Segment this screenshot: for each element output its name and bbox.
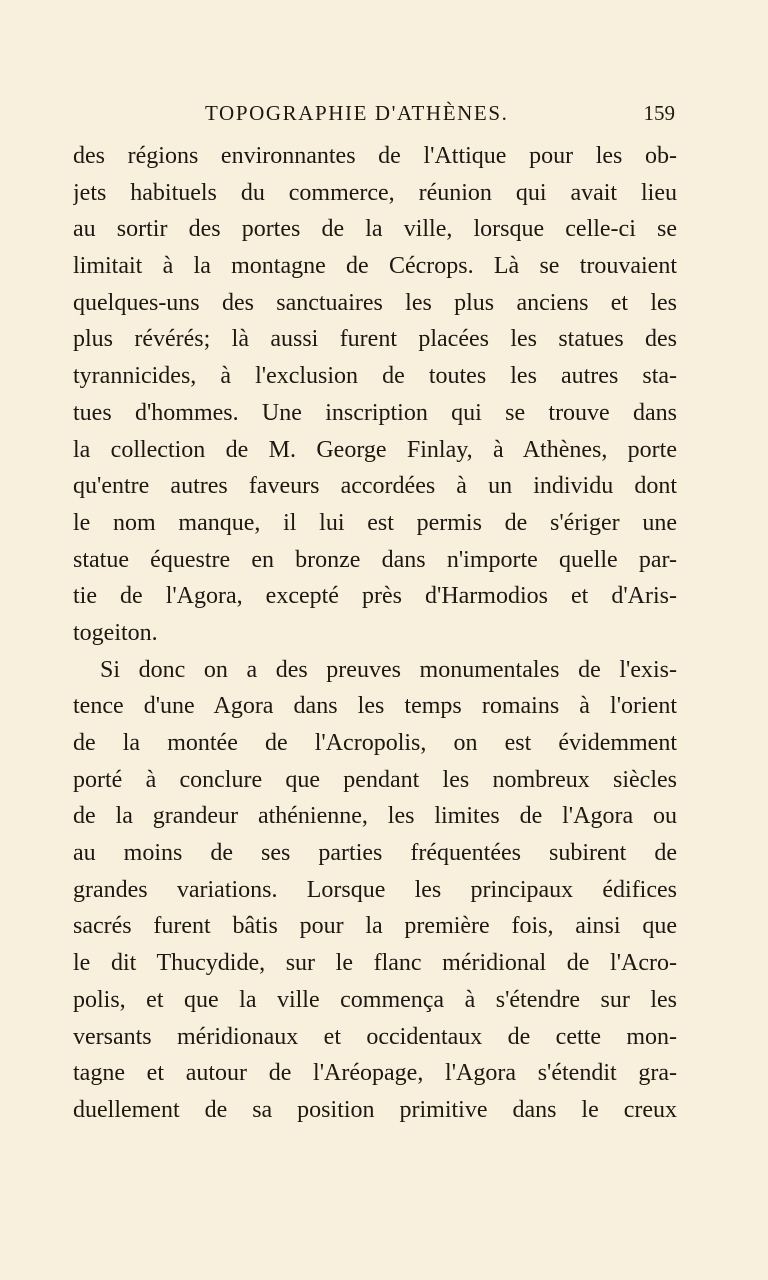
text-line: tues d'hommes. Une inscription qui se trouve dans bbox=[73, 399, 677, 426]
page-number: 159 bbox=[643, 101, 675, 125]
text-line: polis, et que la ville commença à s'étendre sur les bbox=[73, 986, 677, 1013]
text-line: plus révérés; là aussi furent placées les statues des bbox=[73, 326, 677, 353]
running-title: TOPOGRAPHIE D'ATHÈNES. bbox=[205, 101, 509, 125]
text-line: des régions environnantes de l'Attique pour les ob- bbox=[73, 143, 677, 169]
body-text bbox=[73, 138, 677, 1129]
text-line: grandes variations. Lorsque les principaux édifices bbox=[73, 876, 677, 903]
text-line: versants méridionaux et occidentaux de cette mon- bbox=[73, 1023, 677, 1050]
text-line: au sortir des portes de la ville, lorsque celle-ci se bbox=[73, 216, 677, 243]
text-line: statue équestre en bronze dans n'importe quelle par- bbox=[73, 546, 677, 573]
paragraph-end-line: togeiton. bbox=[73, 619, 158, 646]
text-line: tagne et autour de l'Aréopage, l'Agora s'étendit gra- bbox=[73, 1060, 677, 1087]
text-line: la collection de M. George Finlay, à Athènes, porte bbox=[73, 436, 677, 463]
text-line: limitait à la montagne de Cécrops. Là se trouvaient bbox=[73, 253, 677, 280]
paragraph-start-line: Si donc on a des preuves monumentales de l'exis- bbox=[100, 656, 677, 683]
running-head bbox=[0, 101, 768, 129]
text-line: quelques-uns des sanctuaires les plus anciens et les bbox=[73, 289, 677, 316]
text-line: jets habituels du commerce, réunion qui avait lieu bbox=[73, 179, 677, 206]
text-line: tence d'une Agora dans les temps romains à l'orient bbox=[73, 693, 677, 720]
text-line: duellement de sa position primitive dans le creux bbox=[73, 1096, 677, 1123]
text-line: tie de l'Agora, excepté près d'Harmodios et d'Aris- bbox=[73, 583, 677, 610]
text-line: tyrannicides, à l'exclusion de toutes les autres sta- bbox=[73, 363, 677, 390]
text-line: le nom manque, il lui est permis de s'ériger une bbox=[73, 509, 677, 536]
text-line: sacrés furent bâtis pour la première fois, ainsi que bbox=[73, 913, 677, 940]
text-line: qu'entre autres faveurs accordées à un individu dont bbox=[73, 473, 677, 500]
text-line: porté à conclure que pendant les nombreux siècles bbox=[73, 766, 677, 793]
text-line: de la grandeur athénienne, les limites de l'Agora ou bbox=[73, 803, 677, 830]
text-line: le dit Thucydide, sur le flanc méridional de l'Acro- bbox=[73, 950, 677, 977]
text-line: au moins de ses parties fréquentées subirent de bbox=[73, 840, 677, 867]
text-line: de la montée de l'Acropolis, on est évidemment bbox=[73, 730, 677, 756]
